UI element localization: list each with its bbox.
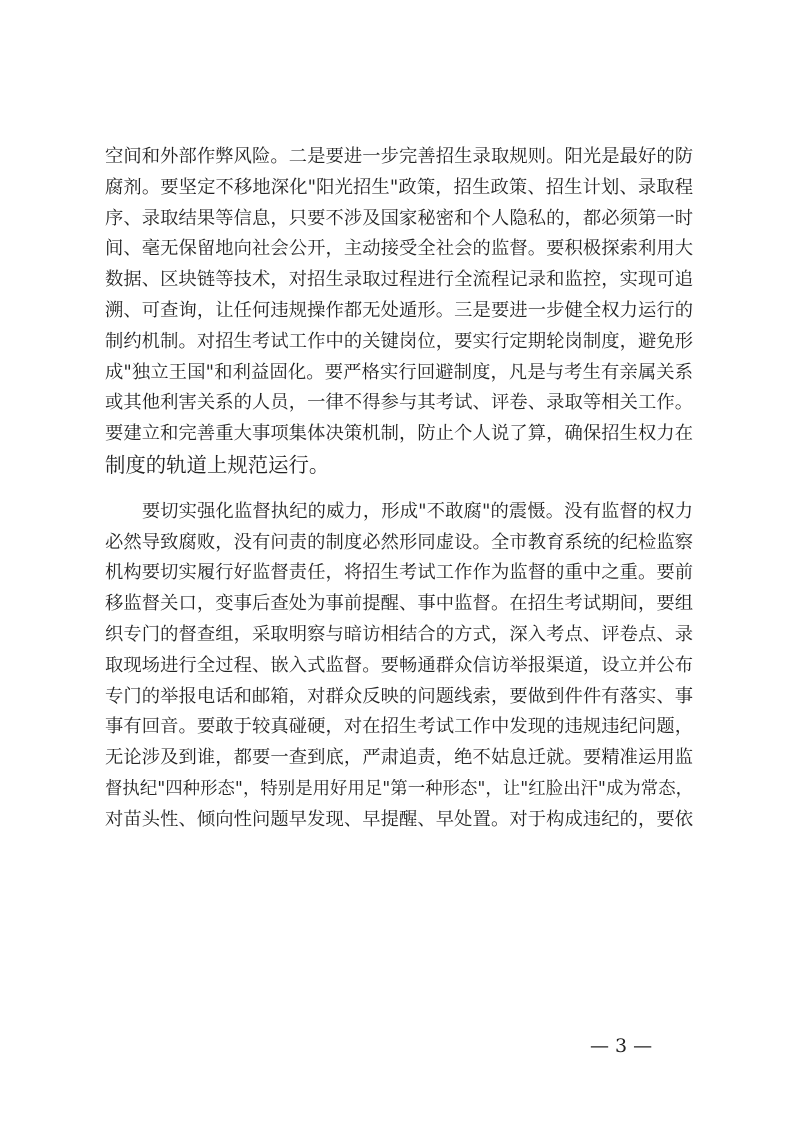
text-line: 取现场进行全过程、嵌入式监督。要畅通群众信访举报渠道，设立并公布 [105,654,693,676]
text-line: 间、毫无保留地向社会公开，主动接受全社会的监督。要积极探索利用大 [105,238,693,260]
text-line: 要建立和完善重大事项集体决策机制，防止个人说了算，确保招生权力在 [105,423,693,445]
text-line: 无论涉及到谁，都要一查到底，严肃追责，绝不姑息迁就。要精准运用监 [105,747,693,769]
text-line: 空间和外部作弊风险。二是要进一步完善招生录取规则。阳光是最好的防 [105,146,693,167]
text-line: 制约机制。对招生考试工作中的关键岗位，要实行定期轮岗制度，避免形 [105,330,693,352]
text-line: 制度的轨道上规范运行。 [105,452,330,477]
text-line: 腐剂。要坚定不移地深化"阳光招生"政策，招生政策、招生计划、录取程 [105,176,693,198]
text-line: 督执纪"四种形态"，特别是用好用足"第一种形态"，让"红脸出汗"成为常态， [105,778,693,799]
text-line: 移监督关口，变事后查处为事前提醒、事中监督。在招生考试期间，要组 [105,593,693,615]
paragraph-2 [105,497,693,836]
page-number: — 3 — [590,1035,653,1057]
text-line: 要切实强化监督执纪的威力，形成"不敢腐"的震慑。没有监督的权力 [105,500,693,522]
text-line: 织专门的督查组，采取明察与暗访相结合的方式，深入考点、评卷点、录 [105,623,693,645]
text-line: 专门的举报电话和邮箱，对群众反映的问题线索，要做到件件有落实、事 [105,685,693,707]
text-line: 序、录取结果等信息，只要不涉及国家秘密和个人隐私的，都必须第一时 [105,207,693,229]
paragraph-1 [105,142,693,481]
text-line: 成"独立王国"和利益固化。要严格实行回避制度，凡是与考生有亲属关系 [105,361,693,383]
body-text [105,142,693,836]
text-line: 对苗头性、倾向性问题早发现、早提醒、早处置。对于构成违纪的，要依 [105,808,693,830]
paragraph-gap [105,481,693,497]
text-line: 或其他利害关系的人员，一律不得参与其考试、评卷、录取等相关工作。 [105,392,693,414]
text-line: 溯、可查询，让任何违规操作都无处遁形。三是要进一步健全权力运行的 [105,299,693,321]
text-line: 事有回音。要敢于较真碰硬，对在招生考试工作中发现的违规违纪问题， [105,716,693,738]
text-line: 必然导致腐败，没有问责的制度必然形同虚设。全市教育系统的纪检监察 [105,531,693,553]
text-line: 机构要切实履行好监督责任，将招生考试工作作为监督的重中之重。要前 [105,562,693,584]
text-line: 数据、区块链等技术，对招生录取过程进行全流程记录和监控，实现可追 [105,269,693,291]
